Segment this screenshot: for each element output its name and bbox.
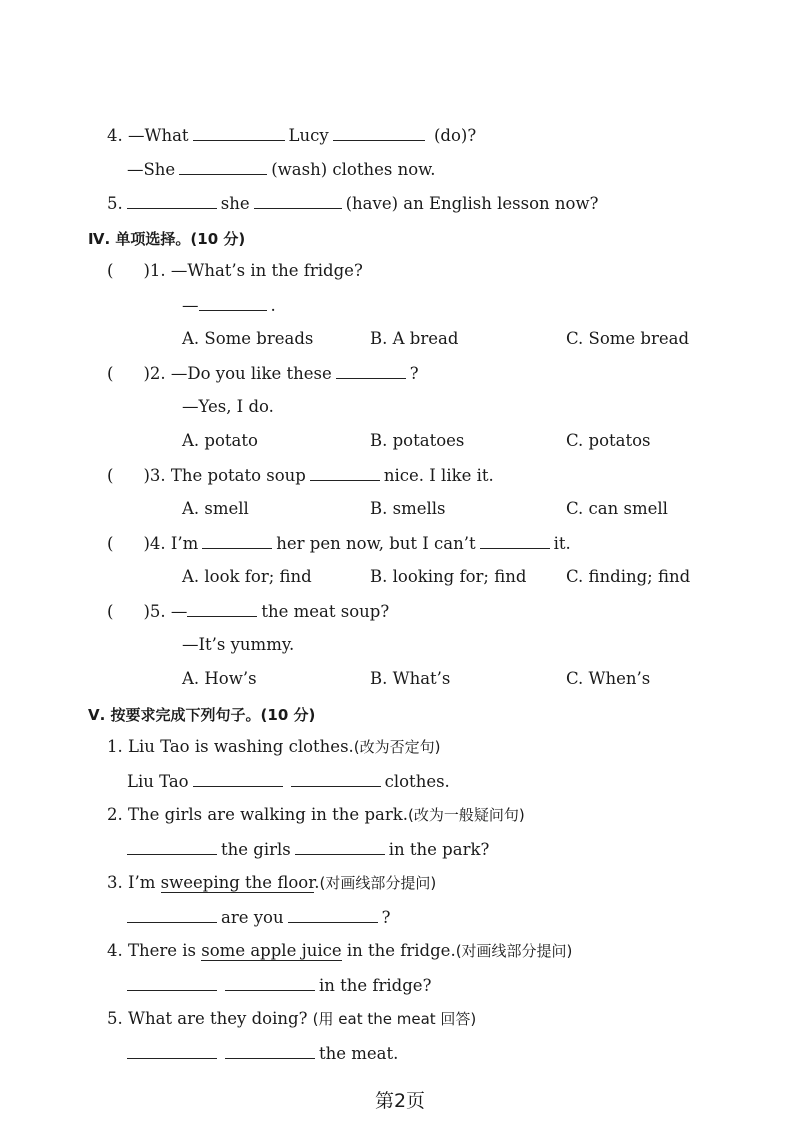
q4-5-option-c[interactable]: C. When’s [566,669,651,688]
q5-4-text: 4. There is [107,941,197,960]
q4-4-text: )4. I’m [143,534,199,553]
q4-2-option-a[interactable]: A. potato [182,431,258,450]
underlined-phrase: some apple juice [201,941,342,960]
q5-4-question [107,940,572,962]
blank[interactable] [179,158,267,175]
q4-3-end: nice. I like it. [383,466,494,485]
blank[interactable] [480,532,550,549]
q3-4-line2-pre: —She [127,160,176,179]
q3-4-hint: (do)? [433,126,477,145]
q4-4-end: it. [553,534,571,553]
q4-4-option-c[interactable]: C. finding; find [566,567,691,586]
q4-3-text: )3. The potato soup [143,466,306,485]
q4-1-option-b[interactable]: B. A bread [370,329,459,348]
q5-5-hint: (用 eat the meat 回答) [312,1010,477,1028]
blank[interactable] [187,600,257,617]
q5-5-text: 5. What are they doing? [107,1009,308,1028]
q5-3-answer-end: ? [381,908,391,927]
q4-5-end: the meat soup? [261,602,390,621]
q4-4-option-b[interactable]: B. looking for; find [370,567,527,586]
q4-5-text: )5. — [143,602,188,621]
q5-2-question [107,804,525,826]
answer-paren[interactable]: ( [107,466,114,485]
q4-2-option-c[interactable]: C. potatos [566,431,651,450]
q4-2-end: ? [409,364,419,383]
blank[interactable] [336,362,406,379]
q4-1-option-a[interactable]: A. Some breads [182,329,314,348]
q4-2-option-b[interactable]: B. potatoes [370,431,465,450]
q5-4-answer [127,974,431,997]
q3-4-line1 [107,124,476,147]
q5-4-post: in the fridge. [341,941,456,960]
q5-3-post: . [314,873,320,892]
q4-4-option-a[interactable]: A. look for; find [182,567,312,586]
q3-5-num: 5. [107,194,123,213]
q5-2-text: 2. The girls are walking in the park. [107,805,408,824]
period: . [270,296,276,315]
q5-5-question [107,1008,476,1030]
q5-3-text: 3. I’m [107,873,156,892]
q5-1-text: 1. Liu Tao is washing clothes. [107,737,354,756]
blank[interactable] [127,906,217,923]
blank[interactable] [225,1042,315,1059]
q4-3-option-c[interactable]: C. can smell [566,499,668,518]
answer-paren[interactable]: ( [107,602,114,621]
q3-5-mid: she [220,194,250,213]
q4-5-option-a[interactable]: A. How’s [182,669,257,688]
blank[interactable] [127,838,217,855]
blank[interactable] [225,974,315,991]
q5-3-hint: (对画线部分提问) [319,874,437,892]
blank[interactable] [127,192,217,209]
blank[interactable] [127,974,217,991]
q4-1-option-c[interactable]: C. Some bread [566,329,690,348]
q5-2-answer-end: in the park? [388,840,490,859]
q4-2-line2: —Yes, I do. [182,397,274,416]
q5-4-answer-end: in the fridge? [319,976,432,995]
blank[interactable] [295,838,385,855]
blank[interactable] [199,294,267,311]
q5-5-answer-end: the meat. [319,1044,399,1063]
q3-4-line2 [127,158,436,181]
q5-3-answer [127,906,390,929]
q3-5-line [107,192,598,215]
q5-1-hint: (改为否定句) [353,738,441,756]
q4-1-text: )1. —What’s in the fridge? [143,261,363,280]
q4-4-mid: her pen now, but I can’t [276,534,476,553]
q5-2-answer [127,838,489,861]
q5-5-answer [127,1042,398,1065]
q4-3-stem [107,464,494,487]
q5-2-answer-mid: the girls [221,840,291,859]
q4-2-text: )2. —Do you like these [143,364,332,383]
q4-3-option-a[interactable]: A. smell [182,499,249,518]
q5-3-answer-mid: are you [221,908,284,927]
q3-4-text: 4. —What [107,126,189,145]
q5-2-hint: (改为一般疑问句) [407,806,525,824]
q3-5-post: (have) an English lesson now? [345,194,599,213]
blank[interactable] [127,1042,217,1059]
answer-paren[interactable]: ( [107,261,114,280]
q4-4-stem [107,532,571,555]
q4-1-line2 [182,294,276,317]
q5-4-hint: (对画线部分提问) [455,942,573,960]
q4-5-line2: —It’s yummy. [182,635,295,654]
q4-5-stem [107,600,389,623]
page-number: 第2页 [374,1090,426,1112]
q5-1-answer-pre: Liu Tao [127,772,189,791]
q3-4-line2-post: (wash) clothes now. [271,160,436,179]
q5-1-answer-end: clothes. [384,772,450,791]
blank[interactable] [193,124,285,141]
q4-5-option-b[interactable]: B. What’s [370,669,451,688]
q5-1-answer [127,770,450,793]
q4-2-stem [107,362,419,385]
blank[interactable] [333,124,425,141]
q4-1-stem [107,260,363,282]
blank[interactable] [193,770,283,787]
blank[interactable] [254,192,342,209]
blank[interactable] [202,532,272,549]
dash: — [182,296,199,315]
q3-4-mid: Lucy [288,126,329,145]
blank[interactable] [288,906,378,923]
answer-paren[interactable]: ( [107,364,114,383]
underlined-phrase: sweeping the floor [160,873,315,892]
section-4-title: Ⅳ. 单项选择。(10 分) [88,230,246,248]
blank[interactable] [291,770,381,787]
q5-3-question [107,872,436,894]
q5-1-question [107,736,441,758]
answer-paren[interactable]: ( [107,534,114,553]
section-5-title: Ⅴ. 按要求完成下列句子。(10 分) [88,706,316,724]
blank[interactable] [310,464,380,481]
q4-3-option-b[interactable]: B. smells [370,499,446,518]
